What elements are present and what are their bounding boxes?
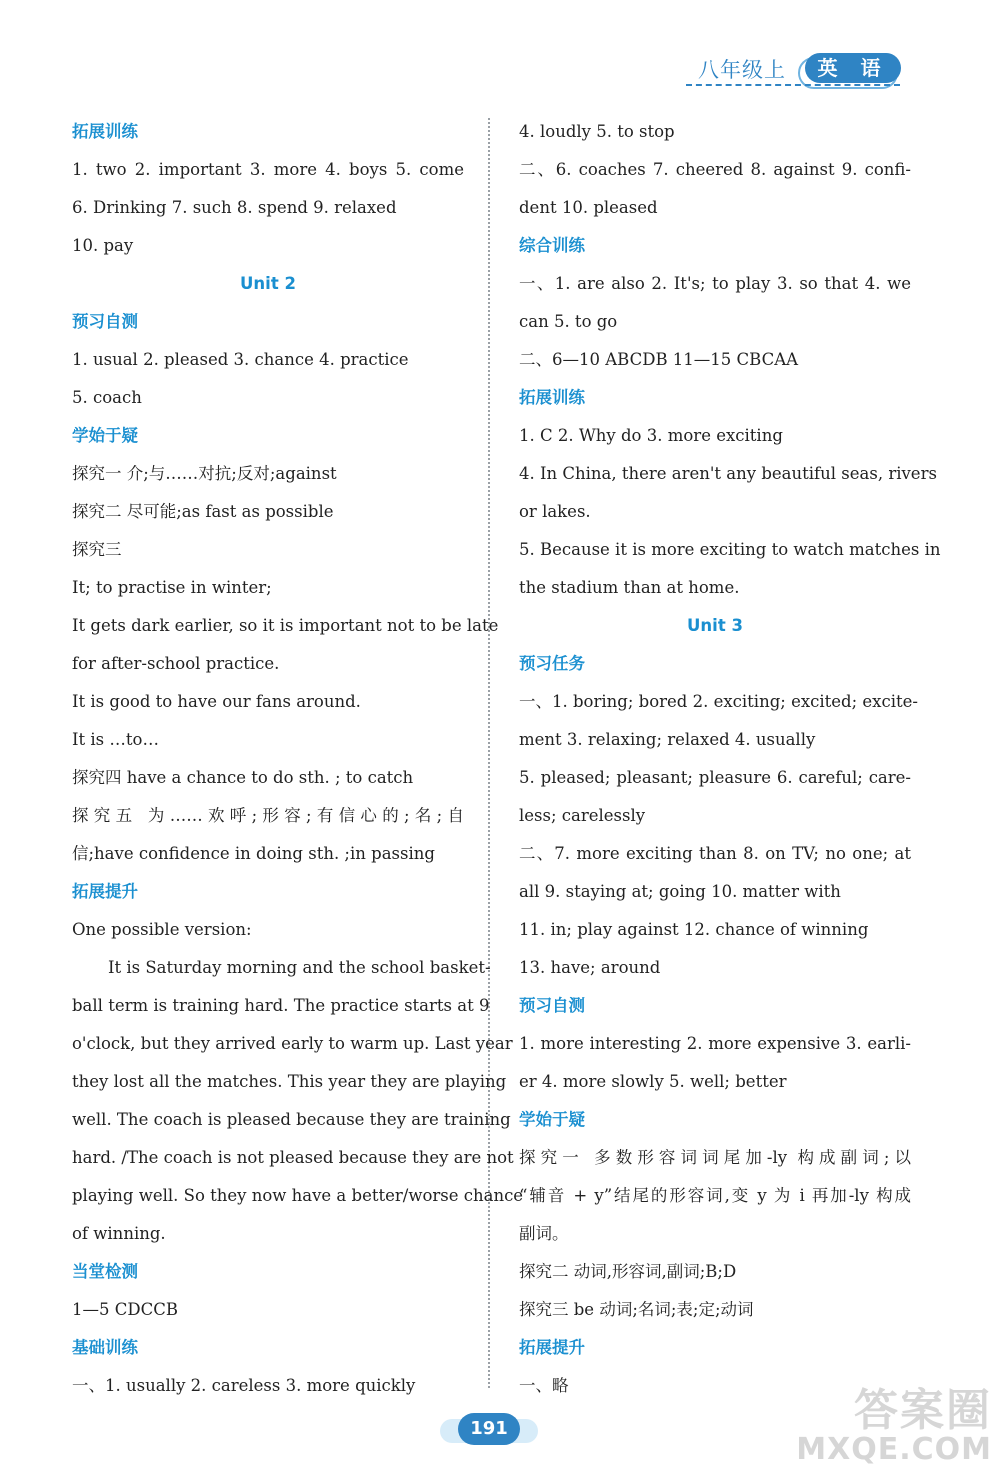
answer-line: dent 10. pleased: [519, 198, 658, 217]
section-heading: 拓展训练: [72, 122, 138, 141]
answer-line: less; carelessly: [519, 806, 646, 825]
answer-line: hard. /The coach is not pleased because they are not: [72, 1148, 514, 1167]
answer-line: 探究三: [72, 540, 122, 559]
section-heading: 学始于疑: [72, 426, 138, 445]
answer-line: It is Saturday morning and the school basket-: [108, 958, 491, 977]
answer-line: all 9. staying at; going 10. matter with: [519, 882, 841, 901]
answer-line: o'clock, but they arrived early to warm up. Last year: [72, 1034, 513, 1053]
answer-line: they lost all the matches. This year they are playing: [72, 1072, 507, 1091]
answer-line: 二、6—10 ABCDB 11—15 CBCAA: [519, 350, 799, 369]
answer-line: 1—5 CDCCB: [72, 1300, 178, 1319]
answer-line: 二、6. coaches 7. cheered 8. against 9. confi-: [519, 160, 911, 179]
answer-line: 1. C 2. Why do 3. more exciting: [519, 426, 783, 445]
answer-line: 探究一 介;与……对抗;反对;against: [72, 464, 337, 483]
answer-line: 4. loudly 5. to stop: [519, 122, 675, 141]
answer-line: It is …to…: [72, 730, 159, 749]
section-heading: 学始于疑: [519, 1110, 585, 1129]
answer-line: 探究二 动词,形容词,副词;B;D: [519, 1262, 737, 1281]
answer-line: 5. coach: [72, 388, 142, 407]
answer-line: 探究四 have a chance to do sth. ; to catch: [72, 768, 414, 787]
unit-title: Unit 3: [687, 616, 743, 635]
section-heading: 预习自测: [519, 996, 585, 1015]
answer-line: 10. pay: [72, 236, 134, 255]
section-heading: 拓展提升: [72, 882, 138, 901]
answer-line: well. The coach is pleased because they are training: [72, 1110, 511, 1129]
answer-line: 6. Drinking 7. such 8. spend 9. relaxed: [72, 198, 397, 217]
answer-line: playing well. So they now have a better/worse chance: [72, 1186, 524, 1205]
section-heading: 当堂检测: [72, 1262, 138, 1281]
watermark-logo-text: 答案圈: [854, 1385, 992, 1436]
answer-line: “辅音 + y”结尾的形容词,变 y 为 i 再加-ly 构成: [519, 1186, 911, 1205]
answer-line: for after-school practice.: [72, 654, 280, 673]
header-dashed-rule: [686, 84, 900, 86]
section-heading: 拓展训练: [519, 388, 585, 407]
answer-line: 一、1. usually 2. careless 3. more quickly: [72, 1376, 416, 1395]
answer-line: 1. two 2. important 3. more 4. boys 5. come: [72, 160, 464, 179]
answer-line: 4. In China, there aren't any beautiful seas, rivers: [519, 464, 937, 483]
answer-line: 信;have confidence in doing sth. ;in passing: [72, 844, 435, 863]
right-column: [519, 113, 941, 1405]
answer-line: It; to practise in winter;: [72, 578, 272, 597]
answer-line: It is good to have our fans around.: [72, 692, 361, 711]
page-number: 191: [458, 1413, 520, 1445]
section-heading: 拓展提升: [519, 1338, 585, 1357]
watermark-url: MXQE.COM: [796, 1432, 992, 1467]
grade-label: 八年级上: [698, 58, 786, 82]
answer-line: can 5. to go: [519, 312, 618, 331]
section-heading: 预习任务: [519, 654, 585, 673]
answer-line: the stadium than at home.: [519, 578, 740, 597]
answer-line: ment 3. relaxing; relaxed 4. usually: [519, 730, 816, 749]
answer-line: 5. pleased; pleasant; pleasure 6. careful; care-: [519, 768, 911, 787]
answer-line: er 4. more slowly 5. well; better: [519, 1072, 787, 1091]
answer-line: 一、1. are also 2. It's; to play 3. so that 4. we: [519, 274, 911, 293]
watermark: [796, 1385, 992, 1467]
answer-line: 1. usual 2. pleased 3. chance 4. practice: [72, 350, 409, 369]
answer-line: 一、略: [519, 1376, 569, 1395]
answer-line: 一、1. boring; bored 2. exciting; excited; excite-: [519, 692, 918, 711]
answer-line: 13. have; around: [519, 958, 661, 977]
answer-line: 探究五 为……欢呼;形容;有信心的;名;自: [72, 806, 464, 825]
answer-line: 5. Because it is more exciting to watch matches in: [519, 540, 941, 559]
section-heading: 综合训练: [519, 236, 585, 255]
answer-line: 11. in; play against 12. chance of winning: [519, 920, 869, 939]
section-heading: 基础训练: [72, 1338, 138, 1357]
answer-line: 1. more interesting 2. more expensive 3. earli-: [519, 1034, 911, 1053]
answer-line: or lakes.: [519, 502, 591, 521]
subject-badge: 英 语: [805, 53, 901, 83]
page-header: [0, 0, 1000, 100]
answer-line: ball term is training hard. The practice starts at 9: [72, 996, 490, 1015]
answer-line: 探究二 尽可能;as fast as possible: [72, 502, 334, 521]
unit-title: Unit 2: [240, 274, 296, 293]
left-column: [72, 113, 524, 1405]
answer-line: One possible version:: [72, 920, 252, 939]
answer-line: of winning.: [72, 1224, 166, 1243]
answer-line: 副词。: [519, 1224, 569, 1243]
answer-line: 探究一 多数形容词词尾加-ly 构成副词;以: [519, 1148, 911, 1167]
section-heading: 预习自测: [72, 312, 138, 331]
answer-line: It gets dark earlier, so it is important not to be late: [72, 616, 499, 635]
answer-line: 二、7. more exciting than 8. on TV; no one; at: [519, 844, 911, 863]
answer-line: 探究三 be 动词;名词;表;定;动词: [519, 1300, 754, 1319]
